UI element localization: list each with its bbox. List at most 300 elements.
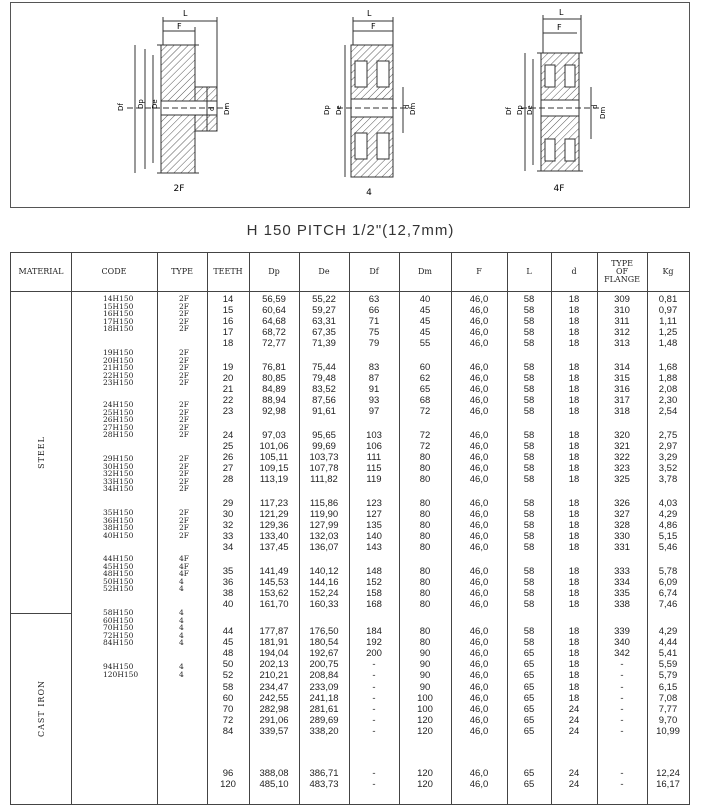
drawing-4f	[521, 15, 601, 171]
table-cell: 2,08	[658, 384, 678, 395]
table-cell: 5,59	[658, 659, 678, 670]
table-cell: 1,88	[658, 373, 678, 384]
dim-label-l-2: L	[367, 9, 372, 18]
type-cell: 2F	[179, 430, 189, 440]
code-cell: 36H150	[103, 515, 134, 525]
table-cell: 80	[419, 498, 431, 509]
table-cell: 46,0	[469, 305, 489, 316]
pulley-drawings	[10, 2, 690, 208]
code-cell: 27H150	[103, 422, 134, 432]
table-cell: -	[372, 715, 376, 726]
table-cell: 23	[222, 406, 234, 417]
table-cell: -	[372, 704, 376, 715]
type-cell: 2F	[179, 400, 189, 409]
table-cell: 65	[523, 659, 535, 670]
table-cell: 58	[523, 362, 535, 373]
table-cell: 133,40	[259, 531, 289, 542]
table-cell: 9,70	[658, 715, 678, 726]
header-l: L	[526, 267, 532, 276]
table-cell: 18	[568, 682, 580, 693]
table-cell: 24	[568, 704, 580, 715]
table-cell: 80	[419, 626, 431, 637]
table-cell: 339	[614, 626, 630, 637]
table-cell: 18	[568, 474, 580, 485]
table-cell: 46,0	[469, 441, 489, 452]
table-cell: 46,0	[469, 531, 489, 542]
type-cell: 2F	[179, 363, 189, 373]
table-cell: 20	[222, 373, 234, 384]
code-cell: 35H150	[103, 508, 134, 517]
table-cell: 24	[568, 715, 580, 726]
table-cell: 18	[568, 599, 580, 610]
table-cell: 91	[368, 384, 380, 395]
table-cell: 328	[614, 520, 630, 531]
table-cell: 15	[222, 305, 234, 316]
table-cell: 18	[222, 338, 234, 349]
table-cell: 35	[222, 566, 234, 577]
table-cell: 72	[419, 406, 431, 417]
code-cell: 20H150	[103, 355, 134, 365]
table-row	[11, 780, 689, 791]
table-cell: 120	[417, 768, 433, 779]
header-flange: TYPE OF FLANGE	[604, 259, 640, 284]
table-cell: 46,0	[469, 599, 489, 610]
table-cell: 44	[222, 626, 234, 637]
table-cell: 22	[222, 395, 234, 406]
table-cell: 58	[523, 531, 535, 542]
table-cell: 46,0	[469, 373, 489, 384]
table-cell: 320	[614, 430, 630, 441]
table-cell: 483,73	[309, 779, 339, 790]
dim-label-f-1: F	[177, 22, 182, 31]
table-cell: 143	[366, 542, 382, 553]
table-cell: -	[620, 693, 624, 704]
table-cell: 111,82	[310, 474, 338, 485]
code-cell: 120H150	[103, 669, 139, 679]
code-cell: 32H150	[103, 469, 134, 479]
table-cell: 200	[366, 648, 382, 659]
table-cell: 76,81	[262, 362, 286, 373]
table-cell: 84	[222, 726, 234, 737]
table-cell: 330	[614, 531, 630, 542]
table-cell: 56,59	[262, 294, 286, 305]
table-cell: 66	[368, 305, 380, 316]
table-cell: 3,52	[658, 463, 678, 474]
dim-label-de-3: De	[526, 105, 534, 115]
table-cell: 58	[523, 373, 535, 384]
table-cell: 18	[568, 362, 580, 373]
code-cell: 25H150	[103, 407, 134, 417]
code-cell: 44H150	[103, 554, 134, 563]
table-cell: -	[620, 704, 624, 715]
table-cell: 46,0	[469, 726, 489, 737]
type-cell: 4	[179, 669, 184, 679]
table-cell: 388,08	[259, 768, 289, 779]
table-cell: 45	[419, 316, 431, 327]
table-cell: 327	[614, 509, 630, 520]
table-cell: 58	[523, 305, 535, 316]
table-cell: 58	[523, 599, 535, 610]
type-cell: 2F	[179, 407, 189, 417]
table-cell: 18	[568, 316, 580, 327]
table-cell: 63,31	[312, 316, 336, 327]
table-cell: 87,56	[312, 395, 336, 406]
code-cell: 60H150	[103, 615, 134, 625]
table-cell: 71	[368, 316, 380, 327]
table-cell: 79	[368, 338, 380, 349]
dim-label-dm-1: Dm	[223, 102, 231, 115]
table-cell: 72	[419, 441, 431, 452]
table-cell: 331	[614, 542, 630, 553]
table-cell: 111	[366, 452, 382, 463]
table-cell: 65	[523, 726, 535, 737]
table-cell: 136,07	[309, 542, 339, 553]
table-cell: 180,54	[309, 637, 339, 648]
type-cell: 4	[179, 615, 184, 625]
table-cell: 168	[366, 599, 382, 610]
type-cell: 2F	[179, 476, 189, 486]
dim-label-l-3: L	[559, 8, 564, 17]
table-cell: 127,99	[309, 520, 339, 531]
table-cell: 90	[419, 670, 431, 681]
table-cell: 7,77	[658, 704, 678, 715]
type-cell: 4F	[179, 561, 189, 571]
table-cell: 58	[523, 338, 535, 349]
table-cell: 46,0	[469, 327, 489, 338]
table-cell: 46,0	[469, 768, 489, 779]
table-cell: 181,91	[259, 637, 289, 648]
table-cell: 18	[568, 384, 580, 395]
table-cell: 192,67	[309, 648, 339, 659]
dim-label-dp-3: Dp	[516, 105, 524, 115]
table-cell: 18	[568, 693, 580, 704]
table-cell: 202,13	[259, 659, 289, 670]
type-cell: 4	[179, 576, 184, 586]
table-cell: -	[620, 715, 624, 726]
table-cell: 90	[419, 648, 431, 659]
table-cell: 46,0	[469, 406, 489, 417]
table-cell: 18	[568, 338, 580, 349]
type-cell: 2F	[179, 324, 189, 334]
table-cell: -	[372, 726, 376, 737]
table-cell: 58	[523, 294, 535, 305]
table-cell: 83,52	[312, 384, 336, 395]
table-cell: 194,04	[259, 648, 289, 659]
code-cell: 23H150	[103, 378, 134, 388]
table-cell: 97	[368, 406, 380, 417]
table-cell: 46,0	[469, 637, 489, 648]
table-cell: 72	[222, 715, 234, 726]
table-cell: 55	[419, 338, 431, 349]
table-cell: 58	[222, 682, 234, 693]
table-cell: 312	[614, 327, 630, 338]
table-cell: 62	[419, 373, 431, 384]
table-cell: 45	[222, 637, 234, 648]
table-cell: 3,78	[658, 474, 678, 485]
table-cell: 80	[419, 577, 431, 588]
table-cell: 113,19	[259, 474, 289, 485]
spec-table	[10, 252, 690, 805]
table-cell: -	[372, 659, 376, 670]
table-cell: 65	[523, 715, 535, 726]
code-cell: 58H150	[103, 608, 134, 617]
table-cell: 38	[222, 588, 234, 599]
table-cell: 55,22	[312, 294, 336, 305]
code-cell: 17H150	[103, 316, 134, 326]
type-cell: 4	[179, 623, 184, 633]
table-cell: 335	[614, 588, 630, 599]
table-cell: 325	[614, 474, 630, 485]
table-cell: -	[372, 693, 376, 704]
table-cell: 58	[523, 566, 535, 577]
code-cell: 52H150	[103, 584, 134, 594]
table-cell: 148	[366, 566, 382, 577]
table-cell: 40	[419, 294, 431, 305]
table-cell: 120	[417, 779, 433, 790]
table-cell: 58	[523, 452, 535, 463]
table-cell: 46,0	[469, 498, 489, 509]
table-cell: 318	[614, 406, 630, 417]
table-cell: 129,36	[259, 520, 289, 531]
table-cell: 192	[366, 637, 382, 648]
table-cell: 310	[614, 305, 630, 316]
table-cell: 91,61	[312, 406, 336, 417]
table-cell: -	[372, 682, 376, 693]
table-cell: 46,0	[469, 779, 489, 790]
type-cell: 2F	[179, 461, 189, 471]
table-cell: 18	[568, 577, 580, 588]
table-cell: 65	[523, 768, 535, 779]
table-cell: 333	[614, 566, 630, 577]
code-cell: 34H150	[103, 484, 134, 494]
table-cell: 84,89	[262, 384, 286, 395]
table-cell: 135	[366, 520, 382, 531]
table-cell: -	[620, 682, 624, 693]
table-cell: 46,0	[469, 542, 489, 553]
header-dp: Dp	[268, 267, 280, 276]
table-cell: 45	[419, 327, 431, 338]
table-cell: 119,90	[309, 509, 339, 520]
table-cell: 322	[614, 452, 630, 463]
table-row	[11, 694, 689, 705]
table-cell: 242,55	[259, 693, 289, 704]
table-cell: 208,84	[309, 670, 339, 681]
table-cell: 65	[523, 704, 535, 715]
table-cell: 24	[568, 726, 580, 737]
material-cast-iron: CAST IRON	[36, 680, 46, 737]
table-cell: 18	[568, 520, 580, 531]
table-cell: 17	[222, 327, 234, 338]
table-cell: 315	[614, 373, 630, 384]
type-cell: 2F	[179, 309, 189, 319]
type-cell: 2F	[179, 348, 189, 357]
dim-label-de-2: De	[335, 105, 343, 115]
dim-label-df-3: Df	[505, 107, 513, 115]
table-cell: 485,10	[259, 779, 289, 790]
table-row	[11, 769, 689, 780]
table-cell: 100	[417, 704, 433, 715]
table-cell: 46,0	[469, 463, 489, 474]
table-cell: 60,64	[262, 305, 286, 316]
table-cell: 6,74	[658, 588, 678, 599]
drawing-label-4f: 4F	[553, 184, 565, 194]
table-cell: 80	[419, 463, 431, 474]
table-cell: 71,39	[312, 338, 336, 349]
table-cell: 75	[368, 327, 380, 338]
type-cell: 4	[179, 662, 184, 671]
table-cell: 46,0	[469, 452, 489, 463]
table-cell: 10,99	[656, 726, 680, 737]
table-cell: 60	[222, 693, 234, 704]
code-cell: 29H150	[103, 454, 134, 463]
table-cell: 29	[222, 498, 234, 509]
table-body	[11, 291, 689, 804]
table-cell: 338	[614, 599, 630, 610]
table-cell: 105,11	[259, 452, 289, 463]
table-cell: 75,44	[312, 362, 336, 373]
table-cell: 46,0	[469, 566, 489, 577]
dim-label-df-1: Df	[117, 103, 125, 111]
code-cell: 84H150	[103, 638, 134, 648]
table-cell: 386,71	[309, 768, 339, 779]
table-cell: 46,0	[469, 395, 489, 406]
table-cell: 18	[568, 327, 580, 338]
table-cell: 18	[568, 406, 580, 417]
table-cell: 141,49	[259, 566, 289, 577]
table-cell: 18	[568, 395, 580, 406]
table-cell: -	[620, 726, 624, 737]
table-cell: 4,29	[658, 626, 678, 637]
table-cell: 46,0	[469, 682, 489, 693]
table-cell: 46,0	[469, 670, 489, 681]
table-cell: 210,21	[259, 670, 289, 681]
code-cell: 38H150	[103, 523, 134, 533]
table-cell: 106	[366, 441, 382, 452]
table-cell: 21	[222, 384, 234, 395]
table-cell: -	[620, 779, 624, 790]
table-cell: 18	[568, 509, 580, 520]
table-cell: 30	[222, 509, 234, 520]
table-cell: 18	[568, 648, 580, 659]
table-cell: 100	[417, 693, 433, 704]
table-cell: 18	[568, 531, 580, 542]
table-cell: 152,24	[309, 588, 339, 599]
table-cell: 95,65	[312, 430, 336, 441]
table-cell: 46,0	[469, 588, 489, 599]
header-de: De	[318, 267, 330, 276]
table-cell: 58	[523, 509, 535, 520]
table-cell: 123	[366, 498, 382, 509]
table-cell: 80,85	[262, 373, 286, 384]
header-teeth: TEETH	[213, 267, 243, 276]
table-cell: 314	[614, 362, 630, 373]
table-cell: -	[372, 779, 376, 790]
table-row	[11, 727, 689, 738]
dim-label-d-1: d	[208, 106, 216, 111]
table-cell: 58	[523, 520, 535, 531]
type-cell: 2F	[179, 355, 189, 365]
type-cell: 4F	[179, 554, 189, 563]
table-cell: -	[620, 670, 624, 681]
table-cell: 58	[523, 395, 535, 406]
drawing-label-2f: 2F	[173, 184, 185, 194]
dim-label-d-3: d	[591, 104, 599, 109]
type-cell: 2F	[179, 469, 189, 479]
table-cell: 160,33	[309, 599, 339, 610]
table-cell: 153,62	[259, 588, 289, 599]
code-cell: 21H150	[103, 363, 134, 373]
code-cell: 16H150	[103, 309, 134, 319]
table-cell: 317	[614, 395, 630, 406]
header-f: F	[476, 267, 482, 276]
dim-label-dm-2: Dm	[409, 102, 417, 115]
table-cell: 316	[614, 384, 630, 395]
table-cell: 26	[222, 452, 234, 463]
code-cell: 40H150	[103, 530, 134, 540]
table-cell: 16	[222, 316, 234, 327]
table-cell: 1,68	[658, 362, 678, 373]
table-cell: 342	[614, 648, 630, 659]
table-cell: 18	[568, 542, 580, 553]
table-cell: 65	[523, 779, 535, 790]
header-dm: Dm	[418, 267, 432, 276]
code-cell: 30H150	[103, 461, 134, 471]
table-cell: 80	[419, 542, 431, 553]
code-cell: 18H150	[103, 324, 134, 334]
table-cell: 158	[366, 588, 382, 599]
table-cell: 58	[523, 474, 535, 485]
table-cell: 58	[523, 430, 535, 441]
table-cell: 121,29	[259, 509, 289, 520]
table-cell: 58	[523, 588, 535, 599]
table-cell: 46,0	[469, 693, 489, 704]
table-cell: 4,86	[658, 520, 678, 531]
table-cell: 52	[222, 670, 234, 681]
table-cell: 27	[222, 463, 234, 474]
type-cell: 2F	[179, 415, 189, 425]
table-cell: 117,23	[259, 498, 289, 509]
table-cell: 24	[568, 779, 580, 790]
table-cell: 2,97	[658, 441, 678, 452]
table-cell: 97,03	[262, 430, 286, 441]
type-cell: 2F	[179, 422, 189, 432]
table-cell: 127	[366, 509, 382, 520]
table-cell: 340	[614, 637, 630, 648]
table-cell: 12,24	[656, 768, 680, 779]
table-cell: 107,78	[309, 463, 339, 474]
table-cell: 200,75	[309, 659, 339, 670]
dim-label-dm-3: Dm	[599, 106, 607, 119]
table-cell: 120	[417, 726, 433, 737]
table-cell: 46,0	[469, 384, 489, 395]
drawing-2f	[127, 17, 227, 173]
table-cell: 339,57	[259, 726, 289, 737]
table-cell: 177,87	[259, 626, 289, 637]
type-cell: 2F	[179, 454, 189, 463]
table-cell: 14	[222, 294, 234, 305]
type-cell: 2F	[179, 370, 189, 380]
header-material: MATERIAL	[18, 267, 64, 276]
table-cell: 87	[368, 373, 380, 384]
table-cell: 63	[368, 294, 380, 305]
pulley-drawings-svg	[11, 3, 691, 209]
table-cell: 46,0	[469, 659, 489, 670]
table-cell: 58	[523, 626, 535, 637]
table-cell: 46,0	[469, 626, 489, 637]
table-cell: 161,70	[259, 599, 289, 610]
table-cell: 119	[366, 474, 382, 485]
table-cell: 46,0	[469, 316, 489, 327]
